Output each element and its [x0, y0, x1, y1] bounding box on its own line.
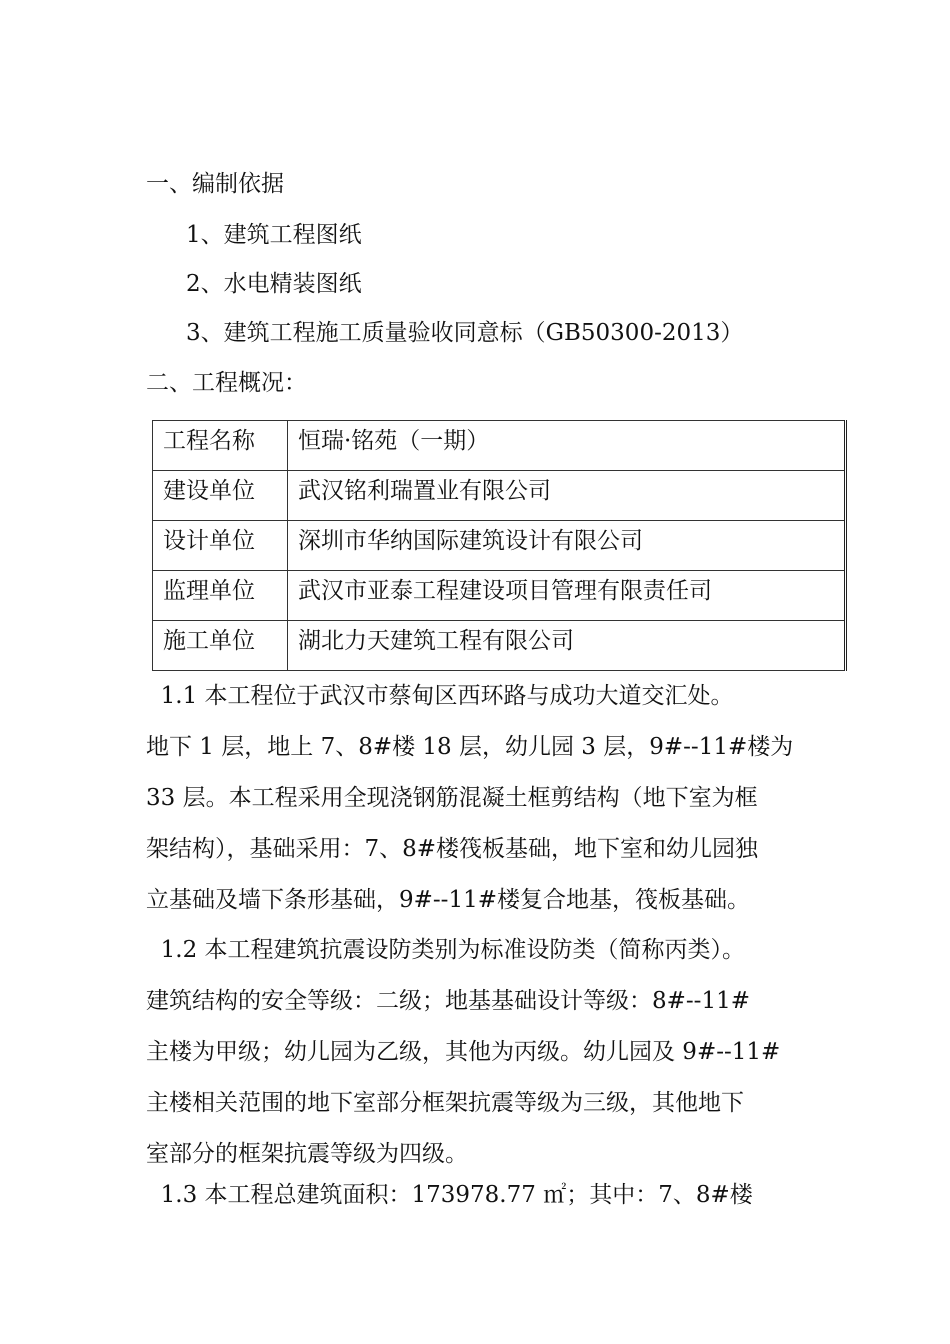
- paragraph-line: 建筑结构的安全等级：二级；地基基础设计等级：8#--11#: [146, 988, 750, 1014]
- paragraph-line: 主楼相关范围的地下室部分框架抗震等级为三级，其他地下: [146, 1090, 744, 1116]
- paragraph-line: 1.2 本工程建筑抗震设防类别为标准设防类（简称丙类）。: [146, 937, 746, 963]
- basis-item-3: 3、建筑工程施工质量验收同意标（GB50300-2013）: [186, 320, 744, 346]
- table-value-cell: 武汉铭利瑞置业有限公司: [288, 471, 846, 521]
- paragraph-1-2: [146, 935, 836, 1190]
- table-value-cell: 深圳市华纳国际建筑设计有限公司: [288, 521, 846, 571]
- table-row: [153, 621, 846, 671]
- table-row: [153, 421, 846, 471]
- paragraph-1-3: [146, 1180, 836, 1231]
- paragraph-line: 架结构），基础采用：7、8#楼筏板基础，地下室和幼儿园独: [146, 836, 759, 862]
- section-heading-overview: 二、工程概况：: [146, 370, 307, 396]
- paragraph-line: 1.1 本工程位于武汉市蔡甸区西环路与成功大道交汇处。: [146, 683, 734, 709]
- table-label-cell: 施工单位: [153, 621, 288, 671]
- table-value-cell: 武汉市亚泰工程建设项目管理有限责任司: [288, 571, 846, 621]
- basis-item-2: 2、水电精装图纸: [186, 271, 362, 297]
- basis-item-1: 1、建筑工程图纸: [186, 222, 362, 248]
- table-value-cell: 恒瑞·铭苑（一期）: [288, 421, 846, 471]
- table-label-cell: 设计单位: [153, 521, 288, 571]
- table-row: [153, 471, 846, 521]
- section-heading-basis: 一、编制依据: [146, 171, 284, 197]
- paragraph-line: 室部分的框架抗震等级为四级。: [146, 1141, 468, 1167]
- table-label-cell: 工程名称: [153, 421, 288, 471]
- paragraph-line: 1.3 本工程总建筑面积：173978.77 ㎡；其中：7、8#楼: [146, 1182, 753, 1208]
- table-label-cell: 建设单位: [153, 471, 288, 521]
- table-value-cell: 湖北力天建筑工程有限公司: [288, 621, 846, 671]
- table-label-cell: 监理单位: [153, 571, 288, 621]
- paragraph-line: 立基础及墙下条形基础，9#--11#楼复合地基，筏板基础。: [146, 887, 750, 913]
- paragraph-line: 33 层。本工程采用全现浇钢筋混凝土框剪结构（地下室为框: [146, 785, 758, 811]
- paragraph-line: 地下 1 层，地上 7、8#楼 18 层，幼儿园 3 层，9#--11#楼为: [146, 734, 794, 760]
- paragraph-1-1: [146, 681, 836, 936]
- project-info-table: [152, 420, 847, 671]
- table-row: [153, 571, 846, 621]
- table-row: [153, 521, 846, 571]
- paragraph-line: 主楼为甲级；幼儿园为乙级，其他为丙级。幼儿园及 9#--11#: [146, 1039, 781, 1065]
